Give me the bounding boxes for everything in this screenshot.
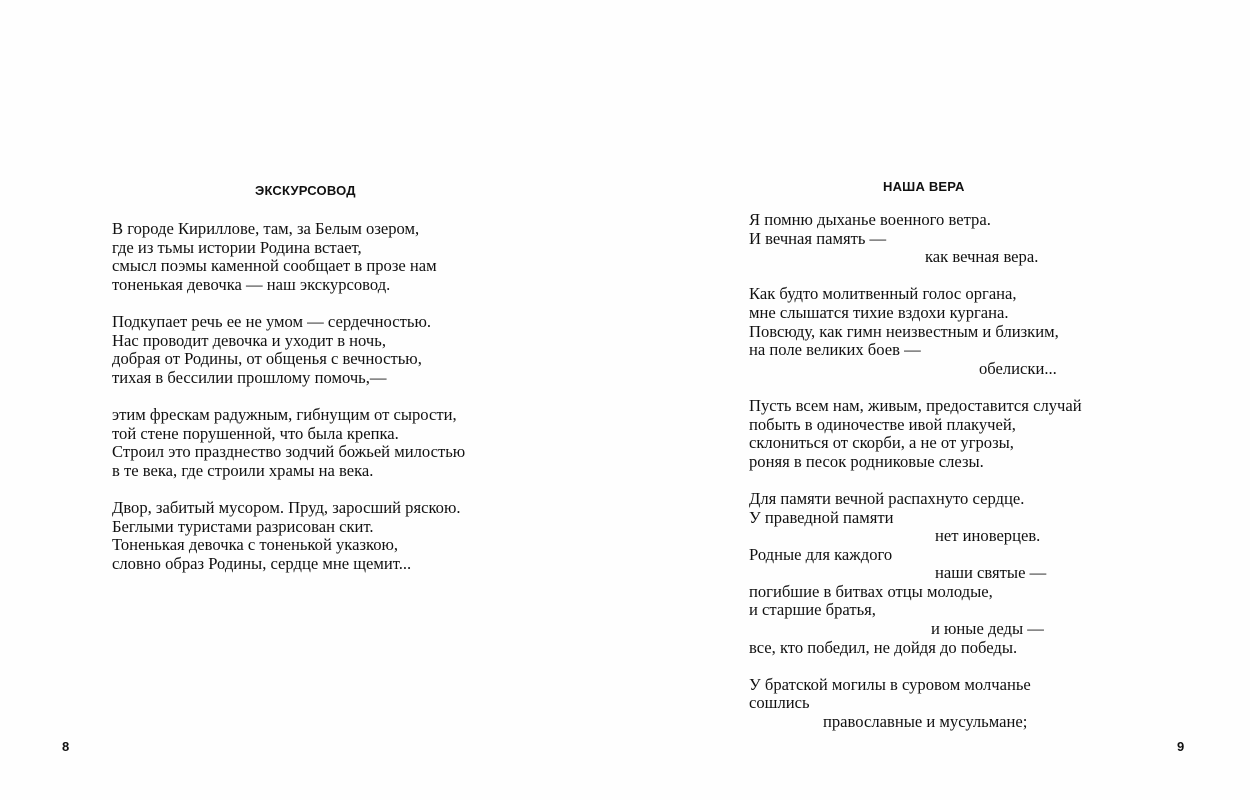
poem-line: смысл поэмы каменной сообщает в прозе нам	[112, 256, 437, 276]
poem-line: Я помню дыханье военного ветра.	[749, 210, 991, 229]
poem-line: тихая в бессилии прошлому помочь,—	[112, 367, 387, 387]
poem-line: сошлись	[749, 693, 810, 713]
poem-line: и юные деды —	[931, 619, 1044, 639]
poem-line: той стене порушенной, что была крепка.	[112, 423, 399, 443]
poem-line: православные и мусульмане;	[823, 712, 1028, 732]
poem-line: Пусть всем нам, живым, предоставится случай	[749, 395, 1082, 415]
poem-line: роняя в песок родниковые слезы.	[749, 451, 984, 471]
stanza	[749, 397, 1082, 471]
stanza	[112, 499, 465, 573]
poem-line: Нас проводит девочка и уходит в ночь,	[112, 330, 386, 350]
poem-title: НАША ВЕРА	[883, 179, 965, 194]
poem-line: наши святые —	[935, 563, 1047, 583]
poem-line: склониться от скорби, а не от угрозы,	[749, 433, 1014, 453]
poem-line: мне слышатся тихие вздохи кургана.	[749, 302, 1009, 322]
poem-line: добрая от Родины, от общенья с вечностью,	[112, 349, 422, 369]
stanza	[112, 313, 465, 387]
poem-line: тоненькая девочка — наш экскурсовод.	[112, 274, 391, 294]
poem-line: У братской могилы в суровом молчанье	[749, 674, 1031, 694]
page-number: 8	[62, 739, 70, 754]
poem-line: как вечная вера.	[925, 247, 1039, 267]
poem-line: и старшие братья,	[749, 600, 876, 620]
poem-line: этим фрескам радужным, гибнущим от сырости,	[112, 404, 457, 424]
poem-line: где из тьмы истории Родина встает,	[112, 237, 362, 257]
poem-line: нет иноверцев.	[935, 526, 1041, 546]
poem-line: Строил это празднество зодчий божьей милостью	[112, 442, 466, 462]
poem-line: в те века, где строили храмы на века.	[112, 460, 374, 480]
stanza	[112, 406, 465, 480]
poem-line: Двор, забитый мусором. Пруд, заросший ряскою.	[112, 497, 461, 517]
poem-line: Беглыми туристами разрисован скит.	[112, 516, 374, 536]
poem-line: побыть в одиночестве ивой плакучей,	[749, 414, 1016, 434]
poem-line: У праведной памяти	[749, 507, 894, 527]
poem-title: ЭКСКУРСОВОД	[255, 183, 356, 198]
stanza	[749, 285, 1082, 378]
poem-line: Подкупает речь ее не умом — сердечностью.	[112, 311, 431, 331]
poem-line: на поле великих боев —	[749, 340, 921, 360]
poem-body	[112, 220, 465, 573]
poem-line: Как будто молитвенный голос органа,	[749, 284, 1017, 304]
poem-body	[749, 211, 1082, 732]
stanza	[749, 676, 1082, 732]
poem-line: все, кто победил, не дойдя до победы.	[749, 637, 1018, 657]
poem-line: погибшие в битвах отцы молодые,	[749, 581, 993, 601]
poem-line: И вечная память —	[749, 228, 887, 248]
poem-line: Для памяти вечной распахнуто сердце.	[749, 488, 1025, 508]
page-number: 9	[1177, 739, 1185, 754]
stanza	[112, 220, 465, 294]
poem-line: Повсюду, как гимн неизвестным и близким,	[749, 321, 1059, 341]
stanza	[749, 490, 1082, 657]
poem-line: словно образ Родины, сердце мне щемит...	[112, 553, 412, 573]
poem-line: Родные для каждого	[749, 544, 893, 564]
stanza	[749, 211, 1082, 267]
poem-line: обелиски...	[979, 358, 1057, 378]
poem-line: В городе Кириллове, там, за Белым озером,	[112, 219, 420, 238]
right-page	[625, 0, 1250, 800]
poem-line: Тоненькая девочка с тоненькой указкою,	[112, 535, 399, 555]
